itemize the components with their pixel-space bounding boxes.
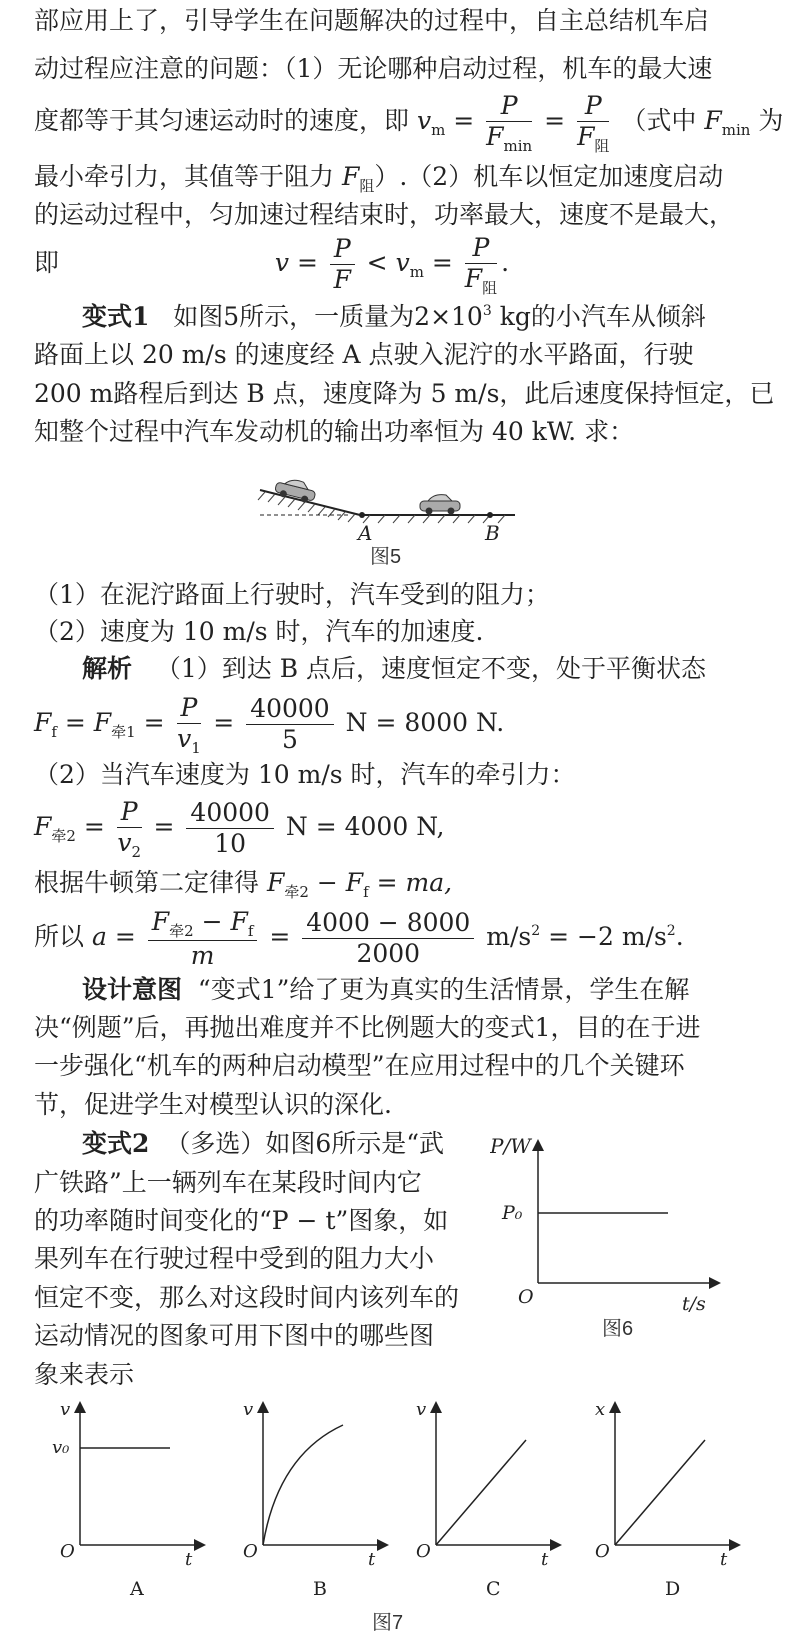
svg-text:t: t bbox=[368, 1549, 376, 1570]
point-A: A bbox=[358, 521, 373, 545]
graph-A-label: A bbox=[130, 1578, 144, 1600]
graph-C bbox=[416, 1399, 556, 1600]
figure7 bbox=[50, 1395, 750, 1605]
para1-line3-text: 度都等于其匀速运动时的速度，即 bbox=[34, 106, 410, 135]
variant1-line4: 知整个过程中汽车发动机的输出功率恒为 40 kW. 求： bbox=[34, 417, 635, 446]
solution-line3: 根据牛顿第二定律得 $F_{牵2} - F_f$ = ma, bbox=[34, 868, 453, 901]
variant2-line6: 运动情况的图象可用下图中的哪些图 bbox=[34, 1321, 435, 1350]
fig6-ylabel: P/W bbox=[490, 1134, 531, 1158]
svg-text:v: v bbox=[60, 1399, 71, 1420]
fig7-caption: 图7 bbox=[372, 1612, 404, 1634]
variant2-line4: 果列车在行驶过程中受到的阻力大小 bbox=[34, 1244, 435, 1273]
variant2-line3: 的功率随时间变化的“P − t”图象，如 bbox=[34, 1206, 449, 1235]
svg-text:O: O bbox=[518, 1286, 534, 1308]
frac-p-fmin: $\frac{P}{F_{min}}$ bbox=[486, 90, 533, 155]
svg-text:O: O bbox=[595, 1541, 610, 1562]
para1-line2: 动过程应注意的问题：（1）无论哪种启动过程，机车的最大速 bbox=[34, 54, 713, 83]
solution-eq2: $F_{牵2}$ = $\frac{P}{v_2}$ = $\frac{40000}{10}$ N = 4000 N, bbox=[34, 796, 445, 861]
vm-symbol: $v_m$ bbox=[416, 106, 446, 139]
variant2-line1: 变式2 （多选）如图6所示是“武 bbox=[82, 1129, 445, 1158]
question-2: （2）速度为 10 m/s 时，汽车的加速度. bbox=[34, 617, 484, 646]
para1-line3: 度都等于其匀速运动时的速度，即 $v_m$ = $\frac{P}{F_{min}}$ = $\frac{P}{F_阻}$ （式中 $F_{min}$ 为 bbox=[34, 90, 784, 155]
design-line3: 一步强化“机车的两种启动模型”在应用过程中的几个关键环 bbox=[34, 1051, 685, 1080]
design-line2: 决“例题”后，再抛出难度并不比例题大的变式1，目的在于进 bbox=[34, 1013, 701, 1042]
svg-text:O: O bbox=[416, 1541, 431, 1562]
fig6-p0: P₀ bbox=[502, 1202, 523, 1224]
solution-line2: （2）当汽车速度为 10 m/s 时，汽车的牵引力： bbox=[34, 760, 576, 789]
variant1-line3: 200 m路程后到达 B 点，速度降为 5 m/s，此后速度保持恒定，已 bbox=[34, 379, 775, 408]
svg-text:v₀: v₀ bbox=[52, 1437, 70, 1458]
para1-line5: 的运动过程中，匀加速过程结束时，功率最大，速度不是最大， bbox=[34, 200, 735, 229]
svg-text:t: t bbox=[720, 1549, 728, 1570]
graph-B bbox=[243, 1399, 383, 1600]
svg-text:t: t bbox=[185, 1549, 193, 1570]
solution-line1: 解析 （1）到达 B 点后，速度恒定不变，处于平衡状态 bbox=[82, 654, 707, 683]
svg-text:O: O bbox=[60, 1541, 75, 1562]
para1-line4: 最小牵引力，其值等于阻力 $F_阻).(2)$机车以恒定加速度启动 bbox=[34, 162, 724, 195]
car-on-slope-icon bbox=[274, 476, 318, 505]
fig6-xlabel: t/s bbox=[682, 1293, 706, 1315]
frac-p-fzu: $\frac{P}{F_阻}$ bbox=[577, 90, 610, 155]
svg-text:t: t bbox=[541, 1549, 549, 1570]
solution-eq1: $F_f = F_{牵1}$ = $\frac{P}{v_1}$ = $\frac{40000}{5}$ N = 8000 N. bbox=[34, 692, 505, 757]
para1-line6: 即 v = $\frac{P}{F}$ < $v_m$ = $\frac{P}{F_阻}$ . bbox=[34, 232, 510, 297]
svg-text:O: O bbox=[243, 1541, 258, 1562]
fig6-caption: 图6 bbox=[602, 1318, 634, 1340]
graph-D bbox=[595, 1399, 735, 1600]
svg-text:v: v bbox=[243, 1399, 254, 1420]
point-B: B bbox=[485, 521, 500, 545]
variant2-line5: 恒定不变，那么对这段时间内该列车的 bbox=[34, 1283, 460, 1312]
solution-eq4: 所以 a = $\frac{F_{牵2} - F_f}{m}$ = $\frac{4000 - 8000}{2000}$ $m/s^2 = -2$ $m/s^2$. bbox=[34, 906, 684, 970]
question-1: （1）在泥泞路面上行驶时，汽车受到的阻力； bbox=[34, 580, 550, 609]
para1-line1: 部应用上了，引导学生在问题解决的过程中，自主总结机车启 bbox=[34, 6, 710, 35]
design-line1: 设计意图 “变式1”给了更为真实的生活情景，学生在解 bbox=[82, 975, 690, 1004]
graph-C-label: C bbox=[486, 1578, 501, 1600]
variant1-line1: 变式1 如图5所示，一质量为$2\times 10^3$ kg的小汽车从倾斜 bbox=[82, 302, 706, 331]
svg-text:v: v bbox=[416, 1399, 427, 1420]
figure6 bbox=[490, 1125, 730, 1325]
graph-A bbox=[52, 1399, 200, 1600]
car-on-flat-icon bbox=[420, 495, 460, 515]
svg-text:x: x bbox=[595, 1399, 606, 1420]
graph-D-label: D bbox=[665, 1578, 681, 1600]
variant2-line7: 象来表示 bbox=[34, 1360, 135, 1389]
variant2-line2: 广铁路”上一辆列车在某段时间内它 bbox=[34, 1168, 422, 1197]
graph-B-label: B bbox=[313, 1578, 327, 1600]
variant1-line2: 路面上以 20 m/s 的速度经 A 点驶入泥泞的水平路面，行驶 bbox=[34, 340, 694, 369]
design-line4: 节，促进学生对模型认识的深化. bbox=[34, 1090, 392, 1119]
fig5-caption: 图5 bbox=[370, 546, 402, 568]
